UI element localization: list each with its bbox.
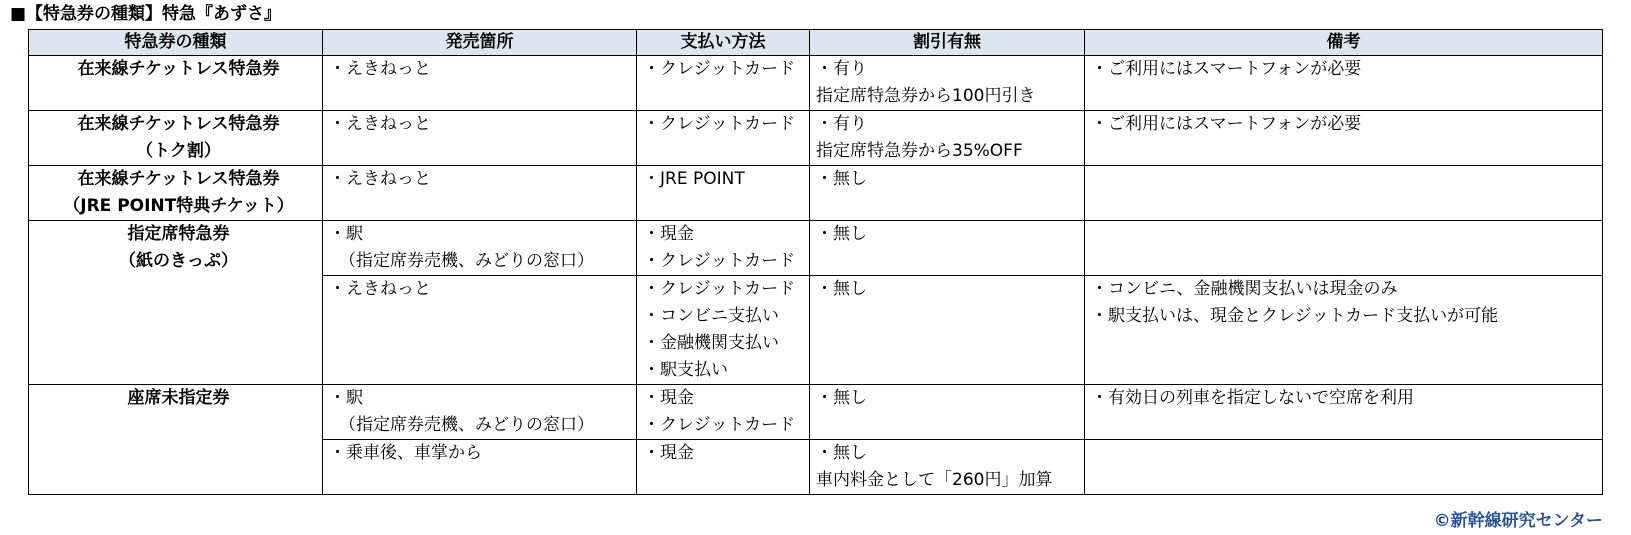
table-row [29,221,1603,276]
sales-location-cell [323,166,637,221]
ticket-type-cell [29,385,323,495]
payment-method-line: ・クレジットカード [643,59,796,79]
header-sales-location: 発売箇所 [323,30,637,56]
payment-method-cell [637,56,810,111]
discount-line: ・有り [816,59,867,79]
header-payment-method: 支払い方法 [637,30,810,56]
sales-location-cell [323,276,637,385]
table-row [29,56,1603,111]
sales-location-cell [323,111,637,166]
ticket-type-subline: （紙のきっぷ） [119,251,238,271]
discount-cell [810,276,1085,385]
header-ticket-type: 特急券の種類 [29,30,323,56]
ticket-type-line: 在来線チケットレス特急券 [77,169,280,189]
discount-line: ・無し [816,279,867,299]
payment-method-line: ・クレジットカード [643,415,796,435]
ticket-type-line: 座席未指定券 [127,388,230,408]
discount-line: ・無し [816,224,867,244]
payment-method-line: ・JRE POINT [643,169,745,189]
discount-cell [810,221,1085,276]
notes-line: ・駅支払いは、現金とクレジットカード支払いが可能 [1091,306,1499,326]
payment-method-line: ・現金 [643,224,694,244]
notes-cell [1085,276,1603,385]
ticket-type-cell [29,166,323,221]
discount-line: ・有り [816,114,867,134]
notes-cell [1085,111,1603,166]
discount-line: ・無し [816,169,867,189]
notes-cell [1085,56,1603,111]
discount-cell [810,385,1085,440]
ticket-type-cell [29,56,323,111]
sales-location-line: ・えきねっと [329,114,431,134]
copyright-notice: ©新幹線研究センター [1433,511,1603,531]
sales-location-line: ・えきねっと [329,59,431,79]
notes-cell [1085,166,1603,221]
payment-method-cell [637,111,810,166]
discount-line: ・無し [816,443,867,463]
ticket-type-cell [29,111,323,166]
header-discount: 割引有無 [810,30,1085,56]
sales-location-cell [323,440,637,495]
table-row [29,166,1603,221]
sales-location-cell [323,221,637,276]
payment-method-line: ・駅支払い [643,360,728,380]
payment-method-line: ・現金 [643,443,694,463]
sales-location-line: ・駅 [329,224,363,244]
ticket-type-line: 在来線チケットレス特急券 [77,59,280,79]
payment-method-line: ・コンビニ支払い [643,306,779,326]
table-row [29,111,1603,166]
ticket-type-line: 指定席特急券 [127,224,230,244]
ticket-type-subline: （トク割） [136,141,221,161]
sales-location-line: ・駅 [329,388,363,408]
discount-detail-line: 指定席特急券から35%OFF [816,141,1023,161]
notes-line: ・有効日の列車を指定しないで空席を利用 [1091,388,1414,408]
payment-method-cell [637,385,810,440]
payment-method-line: ・クレジットカード [643,114,796,134]
discount-detail-line: 車内料金として「260円」加算 [816,470,1053,490]
payment-method-line: ・クレジットカード [643,251,796,271]
notes-cell [1085,385,1603,440]
notes-line: ・コンビニ、金融機関支払いは現金のみ [1091,279,1398,299]
sales-location-cell [323,385,637,440]
payment-method-cell [637,276,810,385]
discount-cell [810,111,1085,166]
page-title: ■【特急券の種類】特急『あずさ』 [10,4,282,24]
ticket-type-cell [29,221,323,385]
sales-location-subline: （指定席券売機、みどりの窓口） [339,415,594,435]
sales-location-cell [323,56,637,111]
payment-method-cell [637,166,810,221]
payment-method-cell [637,440,810,495]
ticket-types-table [28,29,1603,495]
payment-method-cell [637,221,810,276]
discount-detail-line: 指定席特急券から100円引き [816,86,1036,106]
sales-location-line: ・乗車後、車掌から [329,443,482,463]
discount-cell [810,56,1085,111]
ticket-type-line: 在来線チケットレス特急券 [77,114,280,134]
notes-line: ・ご利用にはスマートフォンが必要 [1091,59,1362,79]
table-row [29,385,1603,440]
sales-location-line: ・えきねっと [329,169,431,189]
sales-location-line: ・えきねっと [329,279,431,299]
payment-method-line: ・現金 [643,388,694,408]
header-notes: 備考 [1085,30,1603,56]
sales-location-subline: （指定席券売機、みどりの窓口） [339,251,594,271]
payment-method-line: ・クレジットカード [643,279,796,299]
discount-line: ・無し [816,388,867,408]
payment-method-line: ・金融機関支払い [643,333,779,353]
notes-cell [1085,440,1603,495]
notes-cell [1085,221,1603,276]
notes-line: ・ご利用にはスマートフォンが必要 [1091,114,1362,134]
ticket-type-subline: （JRE POINT特典チケット） [63,196,294,216]
discount-cell [810,166,1085,221]
header-row [29,30,1603,56]
discount-cell [810,440,1085,495]
